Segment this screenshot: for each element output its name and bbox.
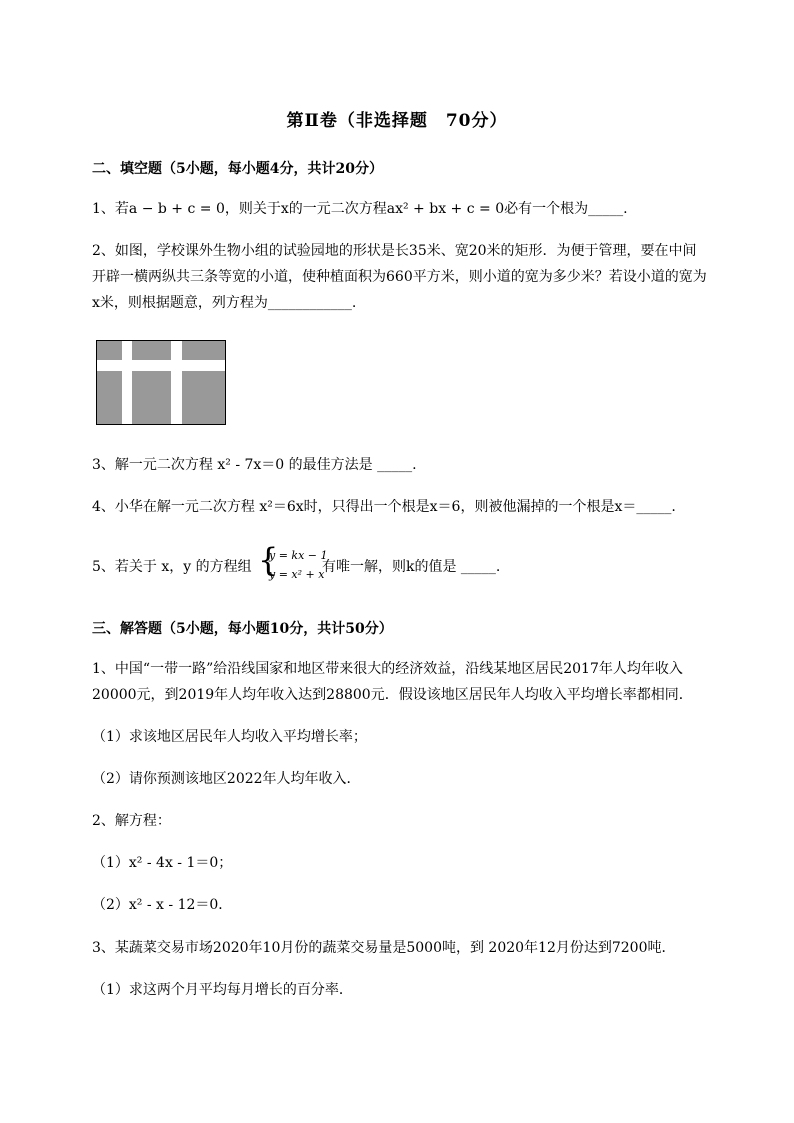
question-4: 4、小华在解一元二次方程 x²＝6x时，只得出一个根是x＝6，则被他漏掉的一个根是x＝_____. — [92, 499, 676, 515]
problem-2-part-1: （1）x² - 4x - 1＝0； — [92, 855, 233, 871]
plot-top-middle — [132, 341, 171, 360]
problem-1-line-2: 20000元，到2019年人均年收入达到28800元．假设该地区居民年人均收入平均增长率都相同． — [92, 687, 693, 703]
question-5-suffix: 有唯一解，则k的值是 _____. — [322, 559, 501, 575]
question-1: 1、若a − b + c = 0，则关于x的一元二次方程ax² + bx + c = 0必有一个根为_____. — [92, 201, 628, 217]
problem-1-line-1: 1、中国“一带一路”给沿线国家和地区带来很大的经济效益，沿线某地区居民2017年人均年收入 — [92, 661, 683, 677]
plot-bottom-left — [97, 371, 122, 424]
system-equation-2: y = x² + x — [269, 568, 325, 581]
question-2-line-1: 2、如图，学校课外生物小组的试验园地的形状是长35米、宽20米的矩形．为便于管理，要在中间 — [92, 243, 697, 259]
system-equation-1: y = kx − 1 — [269, 549, 328, 562]
question-2-line-2: 开辟一横两纵共三条等宽的小道，使种植面积为660平方米，则小道的宽为多少米？若设小道的宽为 — [92, 269, 707, 285]
plot-top-left — [97, 341, 122, 360]
plot-bottom-right — [182, 371, 225, 424]
plot-top-right — [182, 341, 225, 360]
garden-path-figure — [96, 340, 226, 425]
problem-3-part-1: （1）求这两个月平均每月增长的百分率． — [92, 982, 353, 998]
problem-2: 2、解方程： — [92, 813, 171, 829]
problem-1-part-1: （1）求该地区居民年人均收入平均增长率； — [92, 729, 367, 745]
question-2-line-3: x米，则根据题意，列方程为____________. — [92, 295, 357, 311]
problem-1-part-2: （2）请你预测该地区2022年人均年收入． — [92, 771, 361, 787]
page-title: 第Ⅱ卷（非选择题 70分） — [286, 111, 508, 131]
question-3: 3、解一元二次方程 x² - 7x＝0 的最佳方法是 _____. — [92, 457, 417, 473]
problem-3: 3、某蔬菜交易市场2020年10月份的蔬菜交易量是5000吨，到 2020年12月份达到7200吨． — [92, 940, 676, 956]
answer-section-heading: 三、解答题（5小题，每小题10分，共计50分） — [92, 621, 393, 637]
plot-bottom-middle — [132, 371, 171, 424]
question-5-prefix: 5、若关于 x，y 的方程组 — [92, 559, 252, 575]
equation-system — [269, 547, 329, 587]
fill-blank-section-heading: 二、填空题（5小题，每小题4分，共计20分） — [92, 161, 383, 177]
problem-2-part-2: （2）x² - x - 12＝0． — [92, 897, 233, 913]
system-brace: { — [258, 541, 279, 579]
